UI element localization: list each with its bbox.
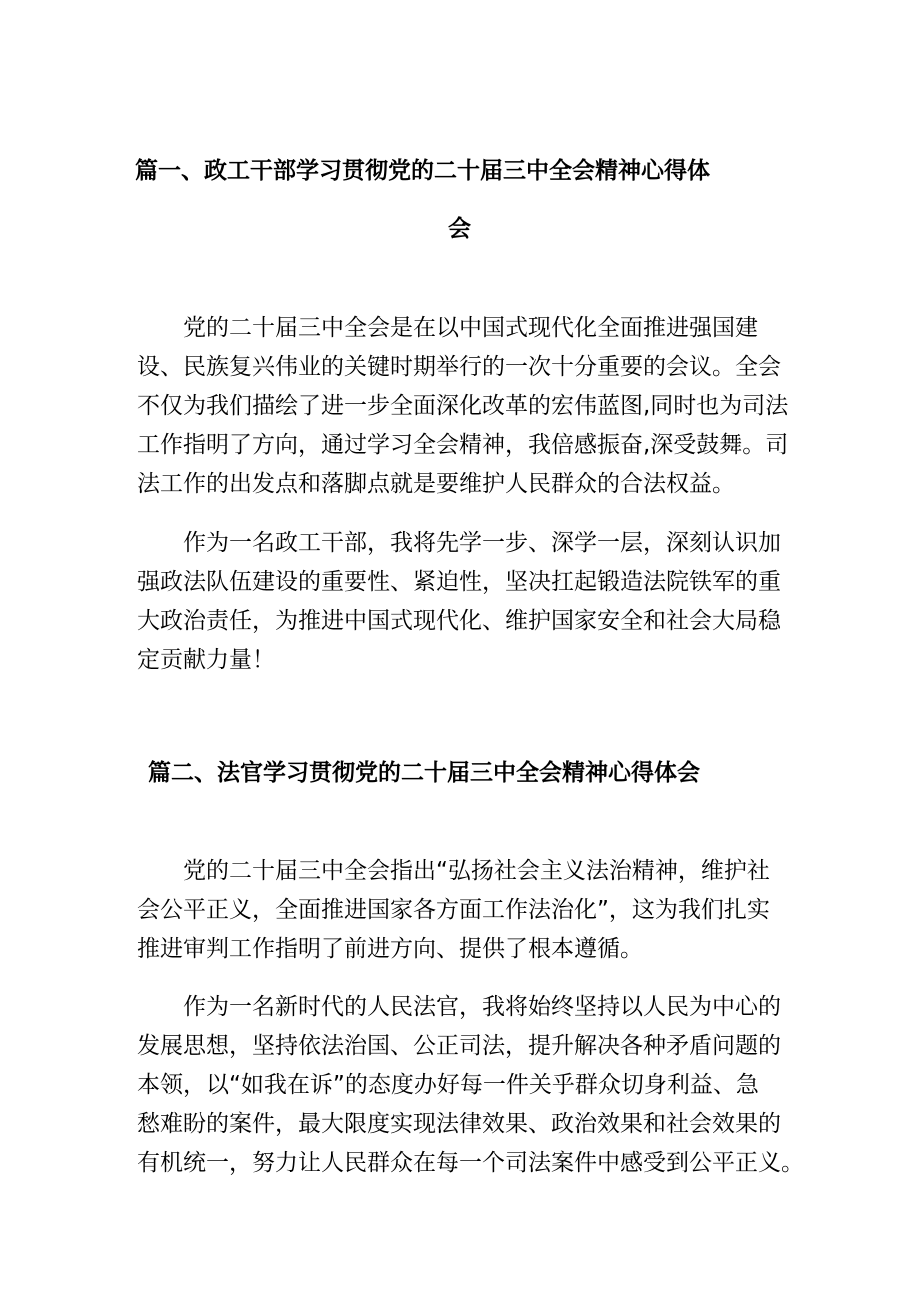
section1-paragraph1: [137, 309, 797, 504]
text-line: 推进审判工作指明了前进方向、提供了根本遵循。: [137, 936, 643, 962]
text-line: 作为一名政工干部，我将先学一步、深学一层，深刻认识加: [183, 530, 781, 556]
text-line: 党的二十届三中全会是在以中国式现代化全面推进强国建: [183, 315, 758, 341]
section2-paragraph2: [137, 988, 804, 1183]
section1-title-line1: 篇一、政工干部学习贯彻党的二十届三中全会精神心得体: [135, 158, 710, 184]
text-line: 大政治责任，为推进中国式现代化、维护国家安全和社会大局稳: [137, 608, 781, 634]
text-line: 作为一名新时代的人民法官，我将始终坚持以人民为中心的: [183, 994, 781, 1020]
text-line: 有机统一，努力让人民群众在每一个司法案件中感受到公平正义。: [137, 1150, 804, 1176]
text-line: 党的二十届三中全会指出“弘扬社会主义法治精神，维护社: [183, 858, 770, 884]
section1-paragraph2: [137, 524, 797, 680]
section1-title-line2: 会: [448, 216, 471, 242]
text-line: 定贡献力量！: [137, 647, 275, 673]
text-line: 法工作的出发点和落脚点就是要维护人民群众的合法权益。: [137, 471, 735, 497]
text-line: 强政法队伍建设的重要性、紧迫性，坚决扛起锻造法院铁军的重: [137, 569, 781, 595]
text-line: 愁难盼的案件，最大限度实现法律效果、政治效果和社会效果的: [137, 1111, 781, 1137]
text-line: 工作指明了方向，通过学习全会精神，我倍感振奋,深受鼓舞。司: [137, 432, 789, 458]
section2-paragraph1: [137, 852, 797, 969]
text-line: 不仅为我们描绘了进一步全面深化改革的宏伟蓝图,同时也为司法: [137, 393, 789, 419]
text-line: 会公平正义，全面推进国家各方面工作法治化”，这为我们扎实: [137, 897, 770, 923]
text-line: 发展思想，坚持依法治国、公正司法，提升解决各种矛盾问题的: [137, 1033, 781, 1059]
text-line: 设、民族复兴伟业的关键时期举行的一次十分重要的会议。全会: [137, 354, 781, 380]
text-line: 本领，以“如我在诉”的态度办好每一件关乎群众切身利益、急: [137, 1072, 759, 1098]
section2-title: 篇二、法官学习贯彻党的二十届三中全会精神心得体会: [148, 760, 700, 786]
